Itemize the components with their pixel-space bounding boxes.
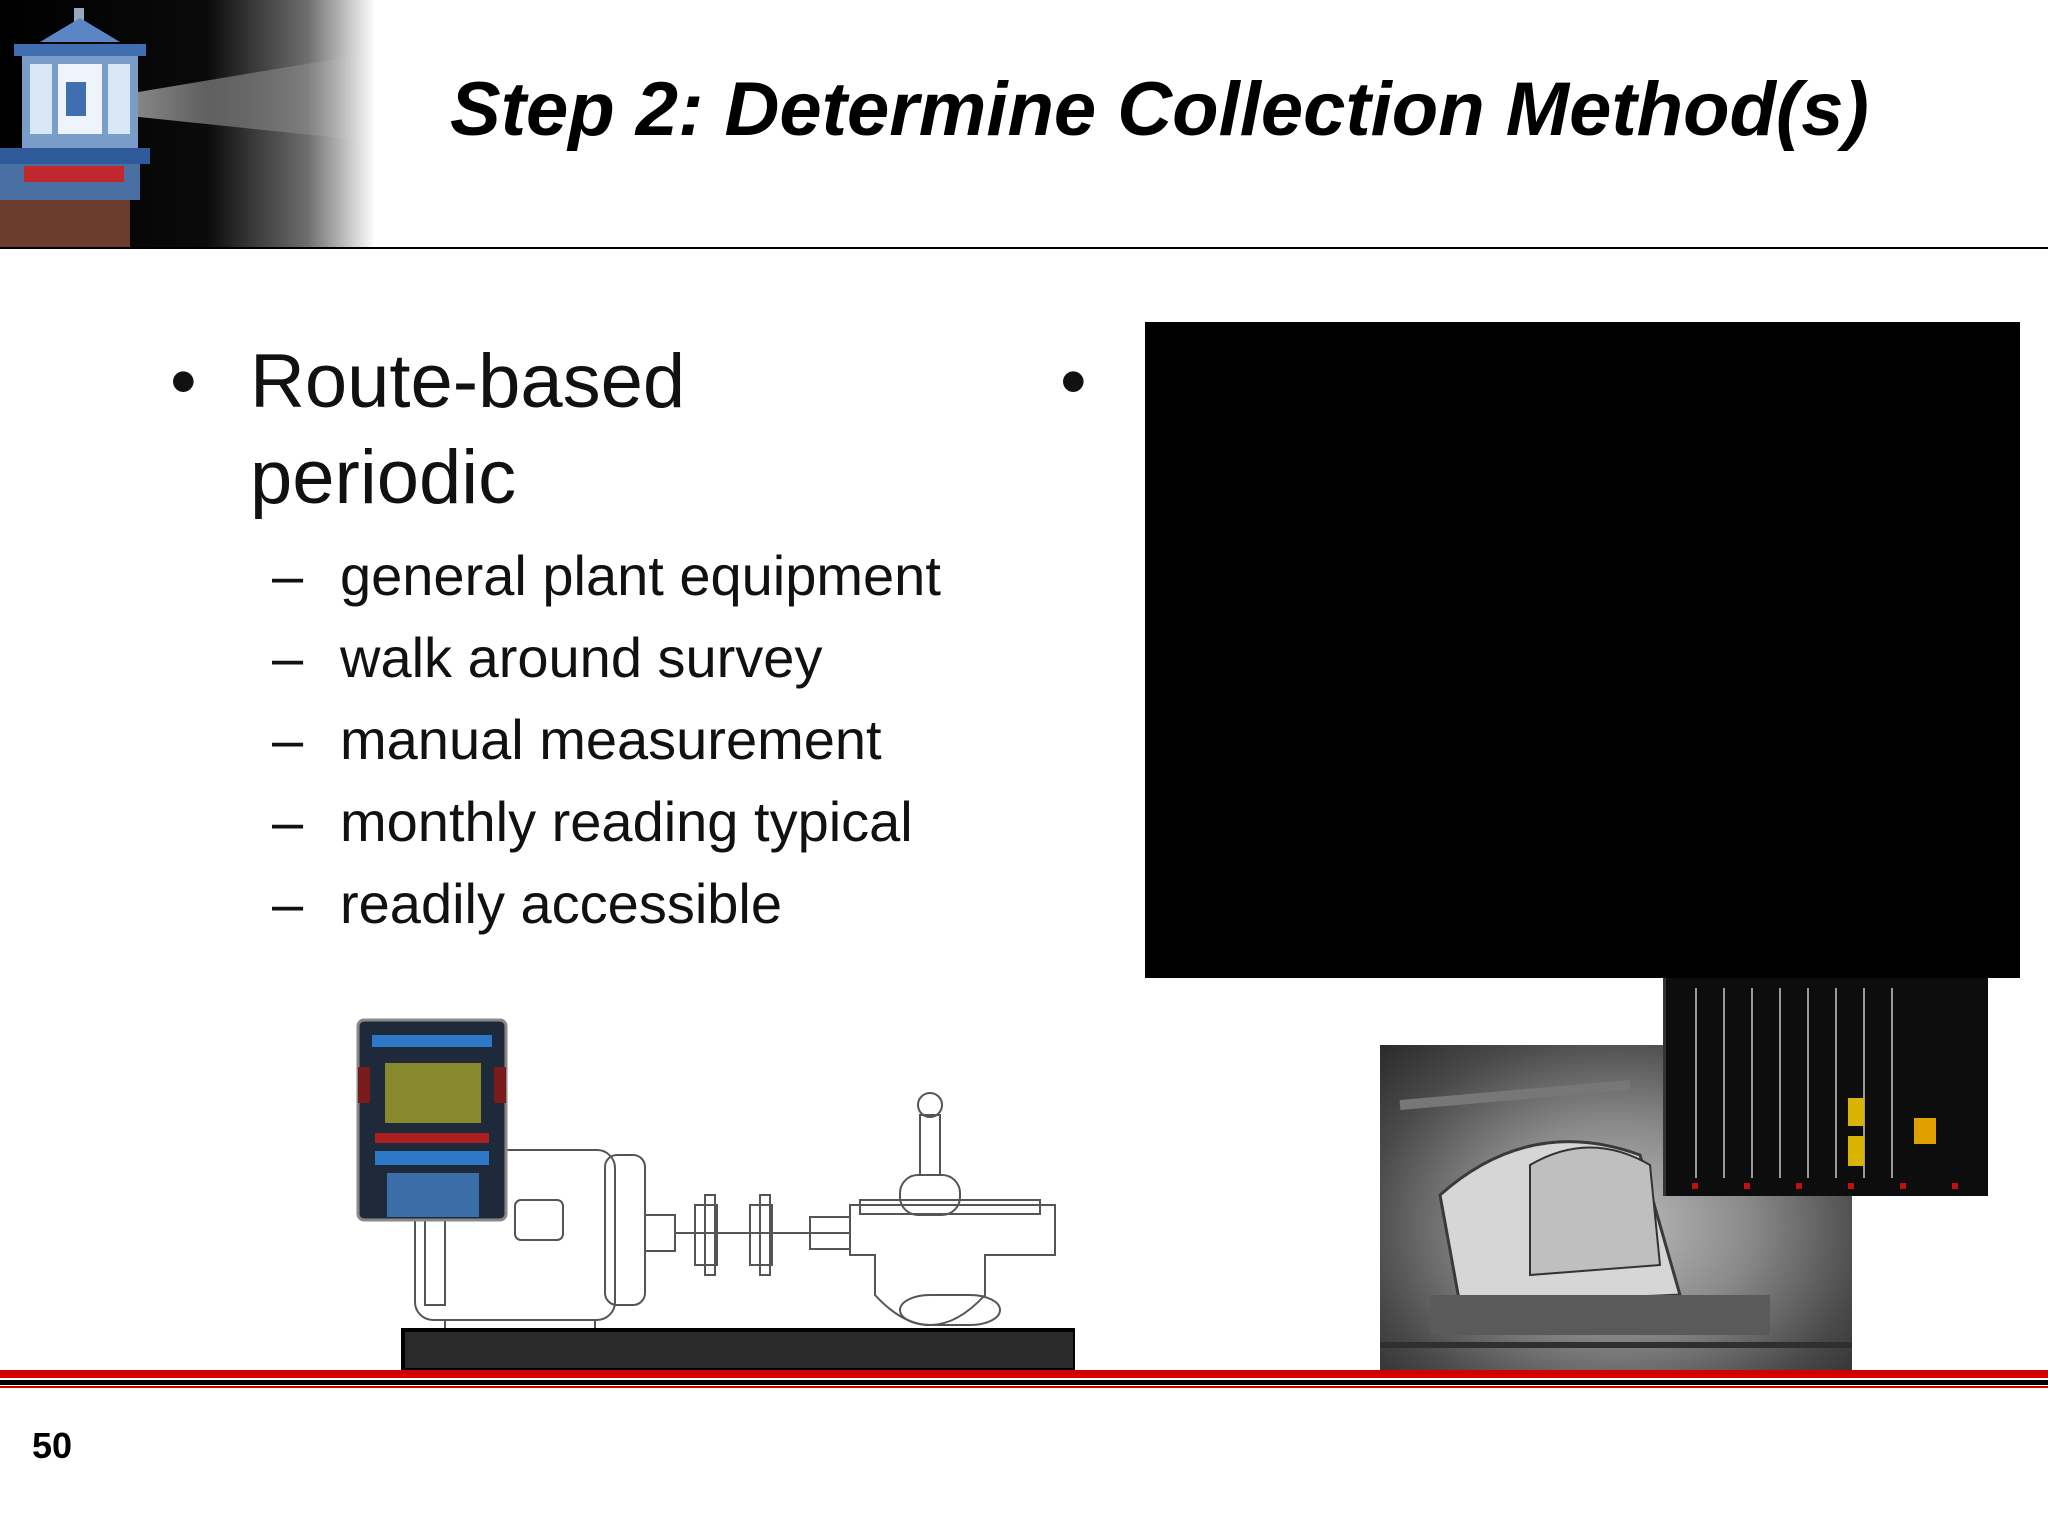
slide-header (0, 0, 2048, 250)
slide-title: Step 2: Determine Collection Method(s) (450, 67, 1869, 152)
sub-bullet-marker: – (272, 544, 304, 607)
bullet-marker: • (1060, 339, 1087, 424)
sub-bullet-text: walk around survey (340, 626, 823, 689)
lighthouse-logo (0, 0, 375, 248)
sub-bullet-text: manual measurement (340, 708, 882, 771)
sub-bullet-text: readily accessible (340, 872, 782, 935)
portable-analyzer-and-pump-drawing (355, 1005, 1075, 1375)
header-divider (0, 247, 2048, 249)
sub-bullet-marker: – (272, 626, 304, 689)
page-number: 50 (32, 1425, 73, 1466)
sub-bullet-text: general plant equipment (340, 544, 941, 607)
bullet-marker: • (170, 339, 197, 424)
bullet-text: Route-based periodic (250, 339, 686, 520)
monitoring-rack-photo (1663, 978, 1988, 1196)
footer-black-stripe (0, 1380, 2048, 1385)
sub-bullet-text: monthly reading typical (340, 790, 913, 853)
redaction-block (1145, 322, 2020, 978)
footer-red-stripe-thin (0, 1386, 2048, 1388)
sub-bullet-marker: – (272, 708, 304, 771)
sub-bullet-marker: – (272, 872, 304, 935)
sub-bullet-marker: – (272, 790, 304, 853)
footer-red-stripe (0, 1370, 2048, 1378)
